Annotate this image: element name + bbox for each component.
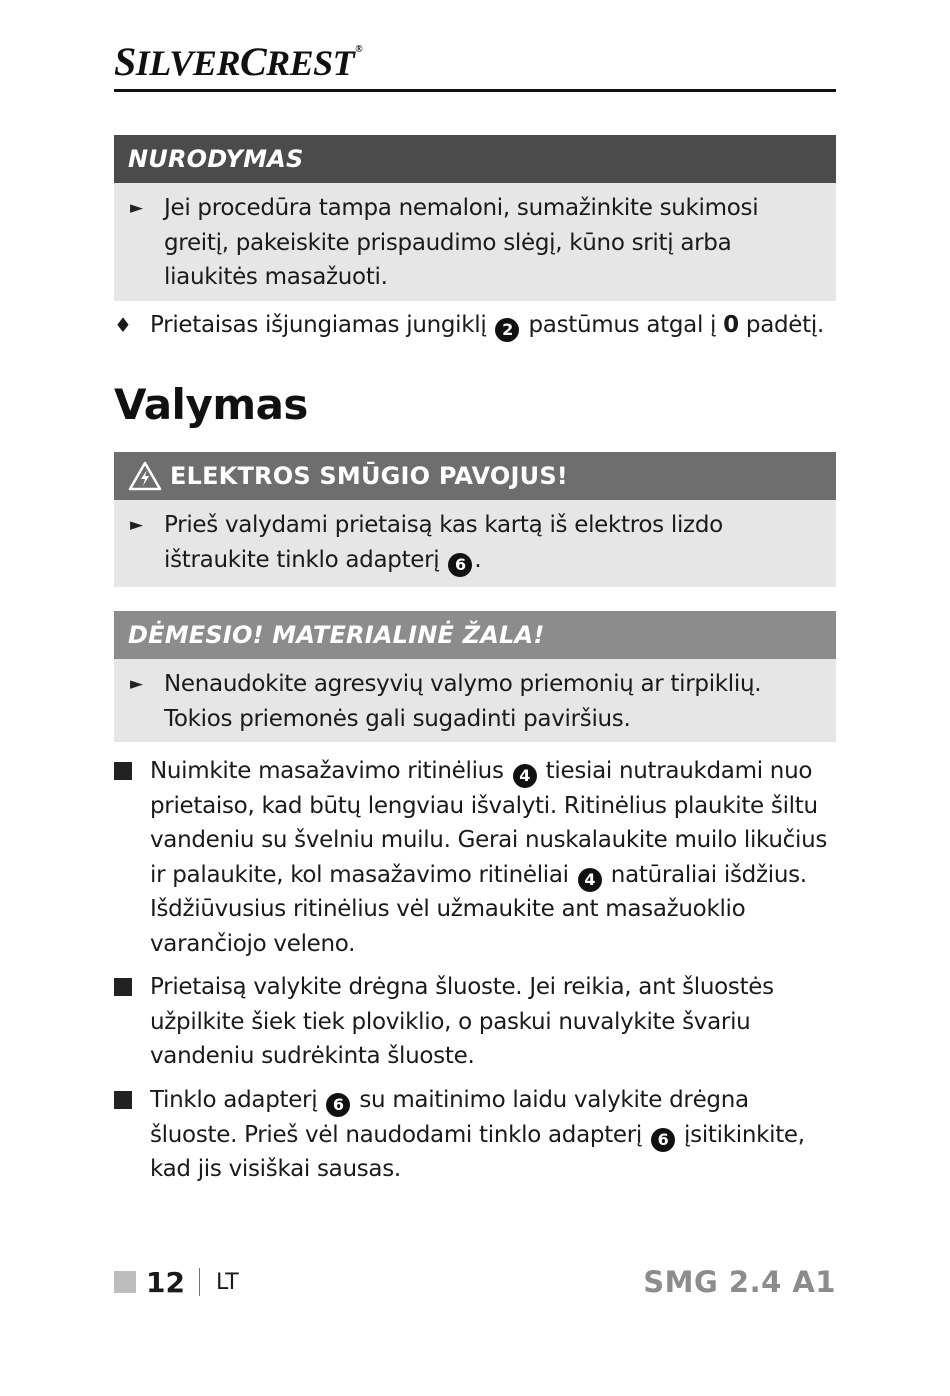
brand-logo: SILVERCREST® (114, 39, 363, 84)
square-bullet-icon (114, 762, 132, 780)
note-title: NURODYMAS (114, 135, 836, 183)
step-item-3 (114, 1083, 836, 1187)
note-item (130, 191, 822, 295)
square-bullet-icon (114, 1091, 132, 1109)
shock-warning-item (130, 508, 822, 577)
footer-divider (199, 1268, 200, 1296)
warning-triangle-icon (128, 461, 162, 491)
part-number-badge: 6 (326, 1093, 350, 1117)
part-number-badge: 6 (448, 553, 472, 577)
step-text-3: Tinklo adapterį 6 su maitinimo laidu valykite drėgna šluoste. Prieš vėl naudodami tinklo adapterį 6 įsitikinkite, kad jis visiškai sausas. (150, 1087, 805, 1182)
step-text-1: Nuimkite masažavimo ritinėlius 4 tiesiai nutraukdami nuo prietaiso, kad būtų lengviau išvalyti. Ritinėlius plaukite šiltu vandeniu su švelniu muilu. Gerai nuskalaukite muilo likučius ir palaukite, kol masažavimo ritinėliai 4 natūraliai išdžius. Išdžiūvusius ritinėlius vėl užmaukite ant masažuoklio varančiojo veleno. (150, 758, 828, 957)
arrow-icon: ► (130, 198, 143, 218)
step-item-2 (114, 970, 836, 1074)
shock-warning-text: Prieš valydami prietaisą kas kartą iš elektros lizdo ištraukite tinklo adapterį 6 . (164, 508, 822, 577)
switch-off-item (114, 308, 836, 343)
part-number-badge: 6 (651, 1128, 675, 1152)
part-number-badge: 4 (578, 868, 602, 892)
note-box (114, 135, 836, 301)
shock-warning-title: ELEKTROS SMŪGIO PAVOJUS! (114, 452, 836, 500)
page-number: 12 (146, 1265, 185, 1299)
model-number: SMG 2.4 A1 (643, 1265, 836, 1299)
damage-warning-item (130, 667, 822, 736)
square-bullet-icon (114, 978, 132, 996)
footer-square-icon (114, 1271, 136, 1293)
step-text-2: Prietaisą valykite drėgna šluoste. Jei reikia, ant šluostės užpilkite šiek tiek ploviklio, o paskui nuvalykite švariu vandeniu sudrėkinta šluoste. (150, 974, 774, 1069)
damage-warning-title: DĖMESIO! MATERIALINĖ ŽALA! (114, 611, 836, 659)
part-number-badge: 2 (495, 318, 519, 342)
diamond-icon: ♦ (114, 313, 132, 337)
step-item-1 (114, 754, 836, 961)
section-title: Valymas (114, 380, 308, 429)
header-rule (114, 89, 836, 92)
switch-off-text: Prietaisas išjungiamas jungiklį 2 pastūmus atgal į 0 padėtį. (150, 308, 824, 343)
shock-warning-box (114, 452, 836, 587)
part-number-badge: 4 (513, 764, 537, 788)
damage-warning-text: Nenaudokite agresyvių valymo priemonių ar tirpiklių. Tokios priemonės gali sugadinti paviršius. (164, 671, 762, 732)
arrow-icon: ► (130, 515, 143, 535)
language-code: LT (215, 1269, 239, 1295)
arrow-icon: ► (130, 674, 143, 694)
damage-warning-box (114, 611, 836, 742)
note-text: Jei procedūra tampa nemaloni, sumažinkite sukimosi greitį, pakeiskite prispaudimo slėgį, kūno sritį arba liaukitės masažuoti. (164, 195, 759, 290)
footer (114, 1264, 836, 1300)
